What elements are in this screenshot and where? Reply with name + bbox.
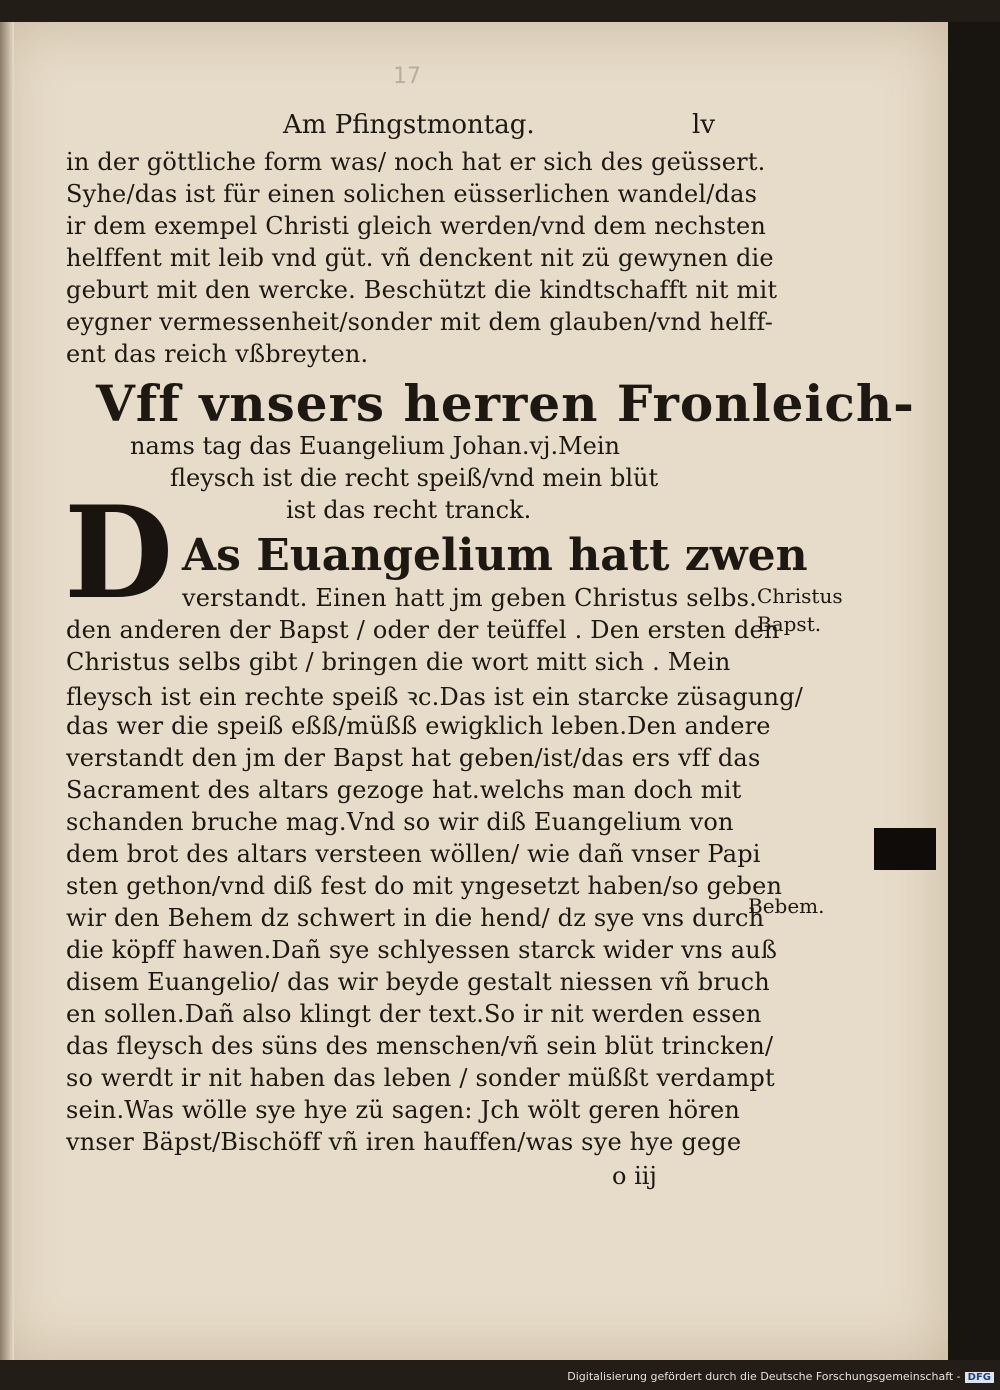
text-line: Christus selbs gibt / bringen die wort mitt sich . Mein <box>66 648 731 676</box>
credit-text: Digitalisierung gefördert durch die Deutsche Forschungsgemeinschaft - <box>567 1370 961 1383</box>
dfg-logo: DFG <box>965 1372 994 1383</box>
drop-initial: D <box>64 479 174 627</box>
text-line: Syhe/das ist für einen solichen eüsserlichen wandel/das <box>66 180 758 208</box>
text-line: sein.Was wölle sye hye zü sagen: Jch wölt geren hören <box>66 1096 740 1124</box>
first-line: As Euangelium hatt zwen <box>182 530 808 581</box>
marginal-note: Bebem. <box>748 894 825 918</box>
text-line: die köpff hawen.Dañ sye schlyessen starck wider vns auß <box>66 936 778 964</box>
scan-edge <box>948 22 1000 1360</box>
text-line: verstandt den jm der Bapst hat geben/ist/das ers vff das <box>66 744 761 772</box>
text-line: fleysch ist ein rechte speiß ꝛc.Das ist ein starcke züsagung/ <box>66 683 804 711</box>
text-line: disem Euangelio/ das wir beyde gestalt niessen vñ bruch <box>66 968 770 996</box>
text-line: das fleysch des süns des menschen/vñ sein blüt trincken/ <box>66 1032 774 1060</box>
text-line: ir dem exempel Christi gleich werden/vnd dem nechsten <box>66 212 767 240</box>
text-line: dem brot des altars versteen wöllen/ wie dañ vnser Papi <box>66 840 761 868</box>
running-head: Am Pfingstmontag. <box>283 110 535 140</box>
page-tab-marker <box>874 828 936 870</box>
text-line: in der göttliche form was/ noch hat er sich des geüssert. <box>66 148 766 176</box>
text-line: verstandt. Einen hatt jm geben Christus selbs. <box>182 584 757 612</box>
text-line: helffent mit leib vnd güt. vñ denckent nit zü gewynen die <box>66 244 774 272</box>
text-line: en sollen.Dañ also klingt der text.So ir nit werden essen <box>66 1000 762 1028</box>
text-line: sten gethon/vnd diß fest do mit yngesetzt haben/so geben <box>66 872 783 900</box>
text-line: eygner vermessenheit/sonder mit dem glauben/vnd helff- <box>66 308 774 336</box>
text-line: Sacrament des altars gezoge hat.welchs man doch mit <box>66 776 742 804</box>
pencil-page-number: 17 <box>393 64 421 89</box>
section-subtitle-line: ist das recht tranck. <box>286 496 532 524</box>
text-line: den anderen der Bapst / oder der teüffel . Den ersten den <box>66 616 780 644</box>
text-line: wir den Behem dz schwert in die hend/ dz sye vns durch <box>66 904 765 932</box>
marginal-note: Bapst. <box>757 612 822 636</box>
text-line: schanden bruche mag.Vnd so wir diß Euangelium von <box>66 808 734 836</box>
signature-mark: o iij <box>612 1162 657 1190</box>
folio-number: lv <box>692 110 716 140</box>
text-line: geburt mit den wercke. Beschützt die kindtschafft nit mit <box>66 276 778 304</box>
text-line: das wer die speiß eßß/müßß ewigklich leben.Den andere <box>66 712 771 740</box>
section-subtitle-line: nams tag das Euangelium Johan.vj.Mein <box>130 432 620 460</box>
book-page <box>0 22 948 1360</box>
section-subtitle-line: fleysch ist die recht speiß/vnd mein blüt <box>170 464 659 492</box>
section-title: Vff vnsers herren Fronleich- <box>96 374 915 433</box>
digitization-credit <box>567 1370 994 1383</box>
text-line: so werdt ir nit haben das leben / sonder müßßt verdampt <box>66 1064 775 1092</box>
marginal-note: Christus <box>757 584 843 608</box>
text-line: ent das reich vßbreyten. <box>66 340 369 368</box>
text-line: vnser Bäpst/Bischöff vñ iren hauffen/was sye hye gege <box>66 1128 742 1156</box>
